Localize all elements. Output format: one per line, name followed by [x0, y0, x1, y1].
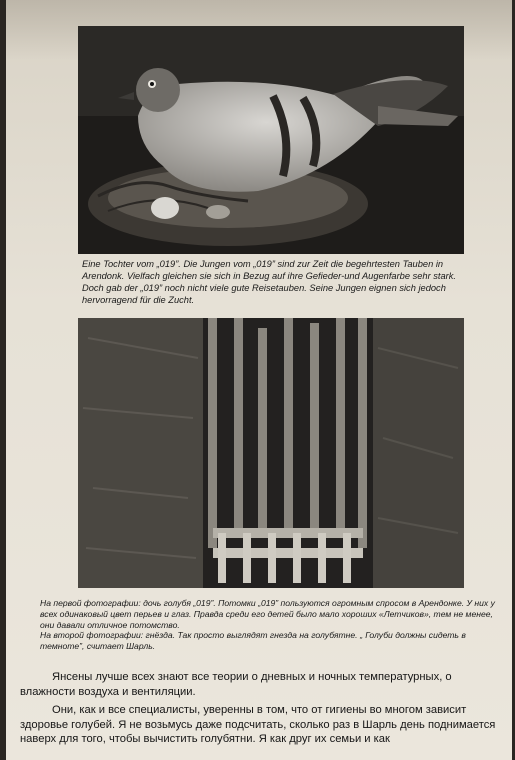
document-page: [6, 0, 512, 760]
caption-ru-second-photo: На второй фотографии: гнёзда. Так просто выглядят гнезда на голубятне. „ Голуби должны сидеть в темноте”, считает Шарль.: [40, 630, 466, 652]
photo-caption-russian: [24, 598, 508, 652]
nest-box-photo: [78, 318, 464, 588]
nest-box-image: [78, 318, 464, 588]
body-text: [20, 670, 510, 747]
body-paragraph-1: Янсены лучше всех знают все теории о дневных и ночных температурных, о влажности воздуха и вентиляции.: [20, 671, 452, 698]
body-paragraph-2: Они, как и все специалисты, уверенны в том, что от гигиены во многом зависит здоровье голубей. Я не возьмусь даже подсчитать, сколько раз в Шарль день поднимается наверх для того, чтобы вычистить голубятни. Я как друг их семьи и как: [20, 704, 496, 746]
caption-ru-first-photo: На первой фотографии: дочь голубя „019”. Потомки „019” пользуются огромным спросом в Арендонке. У них у всех одинаковый цвет перьев и глаз. Правда среди его детей было мало хороших «Летчиков», тем не менее, они давали отличное потомство.: [40, 598, 495, 630]
pigeon-photo: [78, 26, 464, 254]
photo-caption-german: Eine Tochter vom „019”. Die Jungen vom „019” sind zur Zeit die begehrtesten Tauben in Arendonk. Vielfach gleichen sie sich in Bezug auf ihre Gefieder-und Augenfarbe sehr stark. Doch gab der „019” noch nicht viele gute Reisetauben. Seine Jungen eignen sich jedoch hervorragend für die Zucht.: [82, 259, 456, 305]
pigeon-image: [78, 26, 464, 254]
